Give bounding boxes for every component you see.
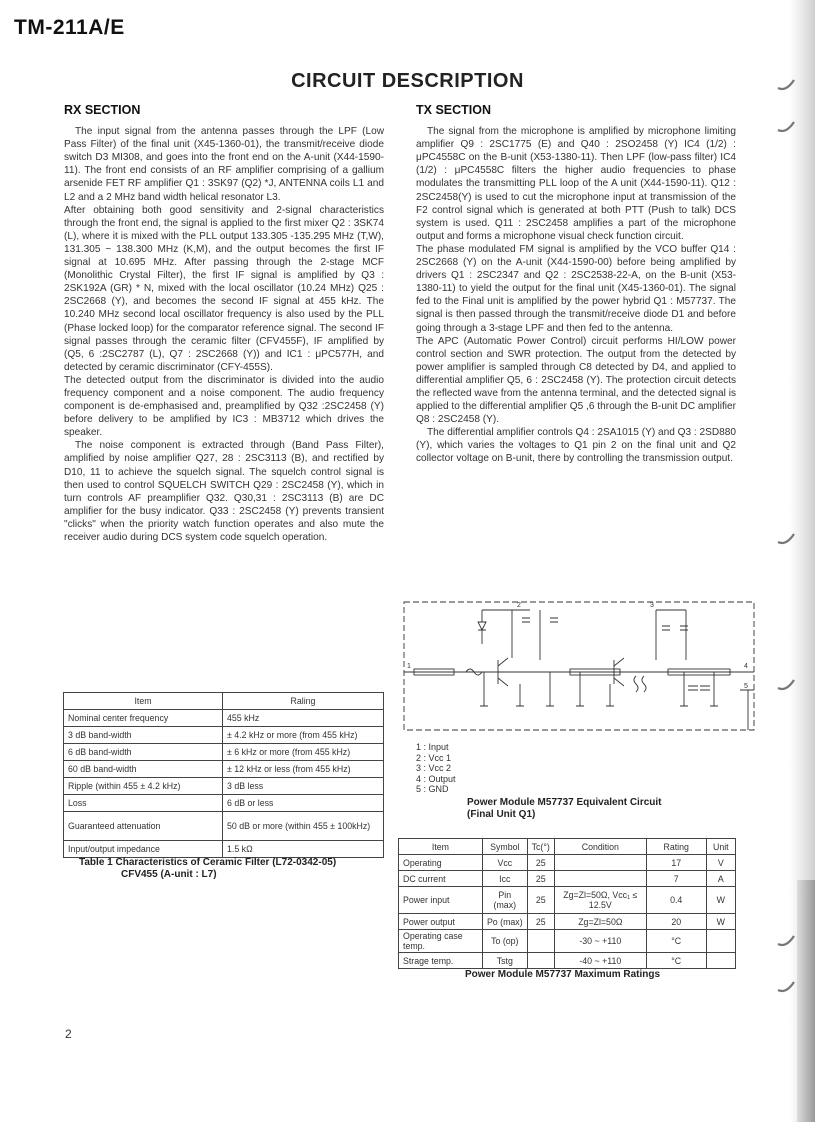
table-cell: W	[706, 887, 735, 914]
table-row	[399, 887, 736, 914]
vcc2-bias	[656, 610, 686, 660]
table-cell: Input/output impedance	[64, 841, 223, 858]
power-module-circuit-diagram	[400, 596, 760, 738]
pin-label: 4	[744, 663, 748, 670]
legend-item: 3 : Vcc 2	[416, 763, 452, 773]
legend-item: 4 : Output	[416, 773, 456, 784]
table-cell: Loss	[64, 795, 223, 812]
table-cell: Zg=Zl=50Ω, Vcc₁ ≤ 12.5V	[554, 887, 646, 914]
table-cell: Zg=Zl=50Ω	[554, 914, 646, 930]
table-row	[399, 914, 736, 930]
tx-paragraph: The phase modulated FM signal is amplified by the VCO buffer Q14 : 2SC2668 (Y) on the A-unit (X44-1590-00) before being amplified by drivers Q1 : 2SC2347 and Q2 : 2SC2538-22-A, on the B-unit (X53-1380-11) to yield the output for the final unit (X45-1360-01). The signal fed to the Final unit is amplified by the power hybrid Q1 : M57737. The signal is then passed through the transmit/receive diode D1 and before going through a 3-stage LPF and then fed to the antenna.	[416, 243, 736, 334]
table-cell: 60 dB band-width	[64, 761, 223, 778]
table-row	[64, 841, 384, 858]
table-cell: Power output	[399, 914, 483, 930]
table-cell: 25	[527, 871, 554, 887]
table-cell: 3 dB less	[223, 778, 384, 795]
table-cell: Ripple (within 455 ± 4.2 kHz)	[64, 778, 223, 795]
ground-leads	[484, 672, 714, 706]
table-cell: Power input	[399, 887, 483, 914]
table-cell: °C	[646, 953, 706, 969]
table-cell: Po (max)	[482, 914, 527, 930]
table-cell: 17	[646, 855, 706, 871]
binder-hook-icon	[776, 678, 798, 692]
table-cell: -40 ~ +110	[554, 953, 646, 969]
table-cell: 6 dB band-width	[64, 744, 223, 761]
gnd-lead	[740, 690, 754, 730]
table-cell: 7	[646, 871, 706, 887]
table-cell: 0.4	[646, 887, 706, 914]
table-cell: A	[706, 871, 735, 887]
table-cell: 3 dB band-width	[64, 727, 223, 744]
pin-label: 1	[407, 663, 411, 670]
table-cell: Operating	[399, 855, 483, 871]
table-cell: 25	[527, 887, 554, 914]
table-cell: Strage temp.	[399, 953, 483, 969]
table-cell	[527, 953, 554, 969]
table-row	[64, 778, 384, 795]
circuit-caption	[467, 797, 662, 821]
vcc1-bias	[512, 610, 540, 660]
table-row	[399, 953, 736, 969]
table-header: Item	[399, 839, 483, 855]
table-cell: Pin (max)	[482, 887, 527, 914]
table-cell: ± 4.2 kHz or more (from 455 kHz)	[223, 727, 384, 744]
matching-capacitor	[688, 686, 710, 690]
rx-section	[64, 104, 384, 544]
binder-hook-icon	[776, 120, 798, 134]
table-cell: Tstg	[482, 953, 527, 969]
table-header: Symbol	[482, 839, 527, 855]
rx-heading: RX SECTION	[64, 103, 141, 117]
page-edge-dark	[797, 880, 815, 1122]
table-cell: ± 12 kHz or less (from 455 kHz)	[223, 761, 384, 778]
table-cell	[706, 953, 735, 969]
table-cell: DC current	[399, 871, 483, 887]
table-header: Item	[64, 693, 223, 710]
table-cell: 455 kHz	[223, 710, 384, 727]
table-header: Unit	[706, 839, 735, 855]
page-title: CIRCUIT DESCRIPTION	[291, 70, 524, 92]
table-cell	[554, 871, 646, 887]
model-number: TM-211A/E	[14, 16, 125, 39]
max-ratings-caption: Power Module M57737 Maximum Ratings	[465, 969, 661, 980]
table-row	[64, 710, 384, 727]
table-cell: 1.5 kΩ	[223, 841, 384, 858]
table-cell: Guaranteed attenuation	[64, 812, 223, 841]
table-cell	[527, 930, 554, 953]
binder-hook-icon	[776, 934, 798, 948]
binder-hook-icon	[776, 980, 798, 994]
table-cell: V	[706, 855, 735, 871]
table1-caption	[79, 857, 399, 881]
diode	[478, 622, 486, 630]
binder-hook-icon	[776, 78, 798, 92]
tx-heading: TX SECTION	[416, 103, 492, 117]
binder-hook-icon	[776, 532, 798, 546]
module-outline	[404, 602, 754, 730]
pin-label: 3	[650, 602, 654, 609]
pin-legend	[416, 742, 456, 795]
circuit-caption-line: (Final Unit Q1)	[467, 809, 536, 820]
bypass-capacitor	[662, 626, 688, 630]
table-header: Tc(°)	[527, 839, 554, 855]
table-cell: 50 dB or more (within 455 ± 100kHz)	[223, 812, 384, 841]
table-header: Condition	[554, 839, 646, 855]
page-number: 2	[65, 1027, 72, 1041]
tx-section	[416, 104, 736, 466]
table-header: Rating	[646, 839, 706, 855]
table-header: Raling	[223, 693, 384, 710]
max-ratings-table	[398, 838, 736, 969]
table-row	[64, 812, 384, 841]
table-row	[64, 727, 384, 744]
rx-paragraph: The detected output from the discriminator is divided into the audio frequency component and a noise component. The audio frequency component is de-emphasised and, preamplified by Q32 :2SC2458 (Y) before delivery to be amplified by IC3 : MB3712 which drives the speaker.	[64, 374, 384, 439]
legend-item: 2 : Vcc 1	[416, 752, 452, 763]
ceramic-filter-table	[63, 692, 384, 858]
bias-network	[482, 610, 512, 644]
table1-caption-line: CFV455 (A-unit : L7)	[121, 869, 217, 880]
table-row	[399, 871, 736, 887]
tx-paragraph: The APC (Automatic Power Control) circuit performs HI/LOW power control section and SWR protection. The output from the detected by power amplifier is sampled through C8 detected by D4, and applied to differential amplifier Q5, 6 : 2SC2458 (Y). The protection circuit detects the reflected wave from the antenna terminal, and the detected signal is applied to the differential amplifier Q5 ,6 through the B-unit DC amplifier Q8 : 2SC2458 (Y).	[416, 335, 736, 426]
legend-item: 1 : Input	[416, 742, 449, 752]
rx-paragraph: After obtaining both good sensitivity and 2-signal characteristics through the front end, the signal is applied to the first mixer Q2 : 3SK74 (L), where it is mixed with the PLL output 133.305 -135.295 MHz (T,W), 131.305 ~ 138.300 MHz (K,M), and the output becomes the first IF signal at 10.695 MHz. After passing through the 2-stage MCF (Monolithic Crystal Filter), the first IF signal is amplified by Q3 : 2SK192A (GR) * N, mixed with the local oscillator (10.24 MHz) Q25 : 2SC2668 (Y), and becomes the second IF signal at 455 kHz. The 10.240 MHz second local oscillator frequency is also used by the PLL (Phase locked loop) for the comparator reference signal. The second IF signal passes through the ceramic filter (CFV455F), IF amplified by (Q5, 6 :2SC2787 (L), Q7 : 2SC2668 (Y)) and IC1 : μPC577H, and detected by ceramic discriminator (CFY-455S).	[64, 204, 384, 373]
table-row	[64, 761, 384, 778]
pin-label: 5	[744, 683, 748, 690]
rx-paragraph: The noise component is extracted through (Band Pass Filter), amplified by noise amplifier Q27, 28 : 2SC3113 (B), and rectified by D10, 11 to achieve the squelch signal. The squelch control signal is then used to control SQUELCH SWITCH Q29 : 2SC2458 (Y), which in turn controls AF preamplifier Q32. Q30,31 : 2SC3113 (B) are DC amplifier for the busy indicator. Q33 : 2SC2458 (Y) prevents transient "clicks" when the priority watch function operates and also mute the receiver audio during DCS system code squelch operation.	[64, 440, 384, 543]
table-cell: W	[706, 914, 735, 930]
rx-paragraph: The input signal from the antenna passes through the LPF (Low Pass Filter) of the final unit (X45-1360-01), the transmit/receive diode switch D3 MI308, and goes into the front end on the A-unit (X44-1590-11). The front end consists of an RF amplifier comprising of a gallium arsenide FET RF amplifier Q1 : 3SK97 (Q2) *J, ANTENNA coils L1 and L2 and a 2 MHz band width helical resonator L3.	[64, 126, 384, 203]
table-cell: -30 ~ +110	[554, 930, 646, 953]
table-cell	[706, 930, 735, 953]
table-cell: 6 dB or less	[223, 795, 384, 812]
table-row	[64, 744, 384, 761]
tx-paragraph: The signal from the microphone is amplified by microphone limiting amplifier Q9 : 2SC1775 (E) and Q40 : 2SO2458 (Y) IC4 (1/2) : μPC4558C on the B-unit (X53-1380-11). Then LPF (low-pass filter) IC4 (1/2) : μPC4558C filters the higher audio frequencies to phase modulates the transmitting PLL loop of the A unit (X44-1590-11). Q12 : 2SC2458(Y) is used to cut the microphone input at transmission of the F2 control signal which is generated at both PTT (Push to talk) DCS system is used. Q11 : 2SC2458 amplifies a part of the microphone output and forms a microphone visual check function circuit.	[416, 126, 736, 242]
table-row	[399, 930, 736, 953]
table-cell: 25	[527, 855, 554, 871]
table-cell: 25	[527, 914, 554, 930]
legend-item: 5 : GND	[416, 784, 449, 794]
circuit-caption-line: Power Module M57737 Equivalent Circuit	[467, 797, 662, 808]
table-cell: To (op)	[482, 930, 527, 953]
table-header-row	[399, 839, 736, 855]
tx-paragraph: The differential amplifier controls Q4 : 2SA1015 (Y) and Q3 : 2SD880 (Y), which varies the voltages to Q1 pin 2 on the final unit and Q2 collector voltage on B-unit, there by controlling the transmission output.	[416, 427, 736, 465]
table-cell: ± 6 kHz or more (from 455 kHz)	[223, 744, 384, 761]
table-cell: 20	[646, 914, 706, 930]
table-cell: Icc	[482, 871, 527, 887]
table-cell: Operating case temp.	[399, 930, 483, 953]
table-cell: Vcc	[482, 855, 527, 871]
pin-label: 2	[517, 602, 521, 609]
table-row	[64, 795, 384, 812]
table1-caption-line: Table 1 Characteristics of Ceramic Filter (L72-0342-05)	[79, 857, 337, 868]
table-cell: Nominal center frequency	[64, 710, 223, 727]
table-row	[399, 855, 736, 871]
table-cell: °C	[646, 930, 706, 953]
choke-coil	[634, 676, 646, 692]
table-header-row	[64, 693, 384, 710]
table-cell	[554, 855, 646, 871]
